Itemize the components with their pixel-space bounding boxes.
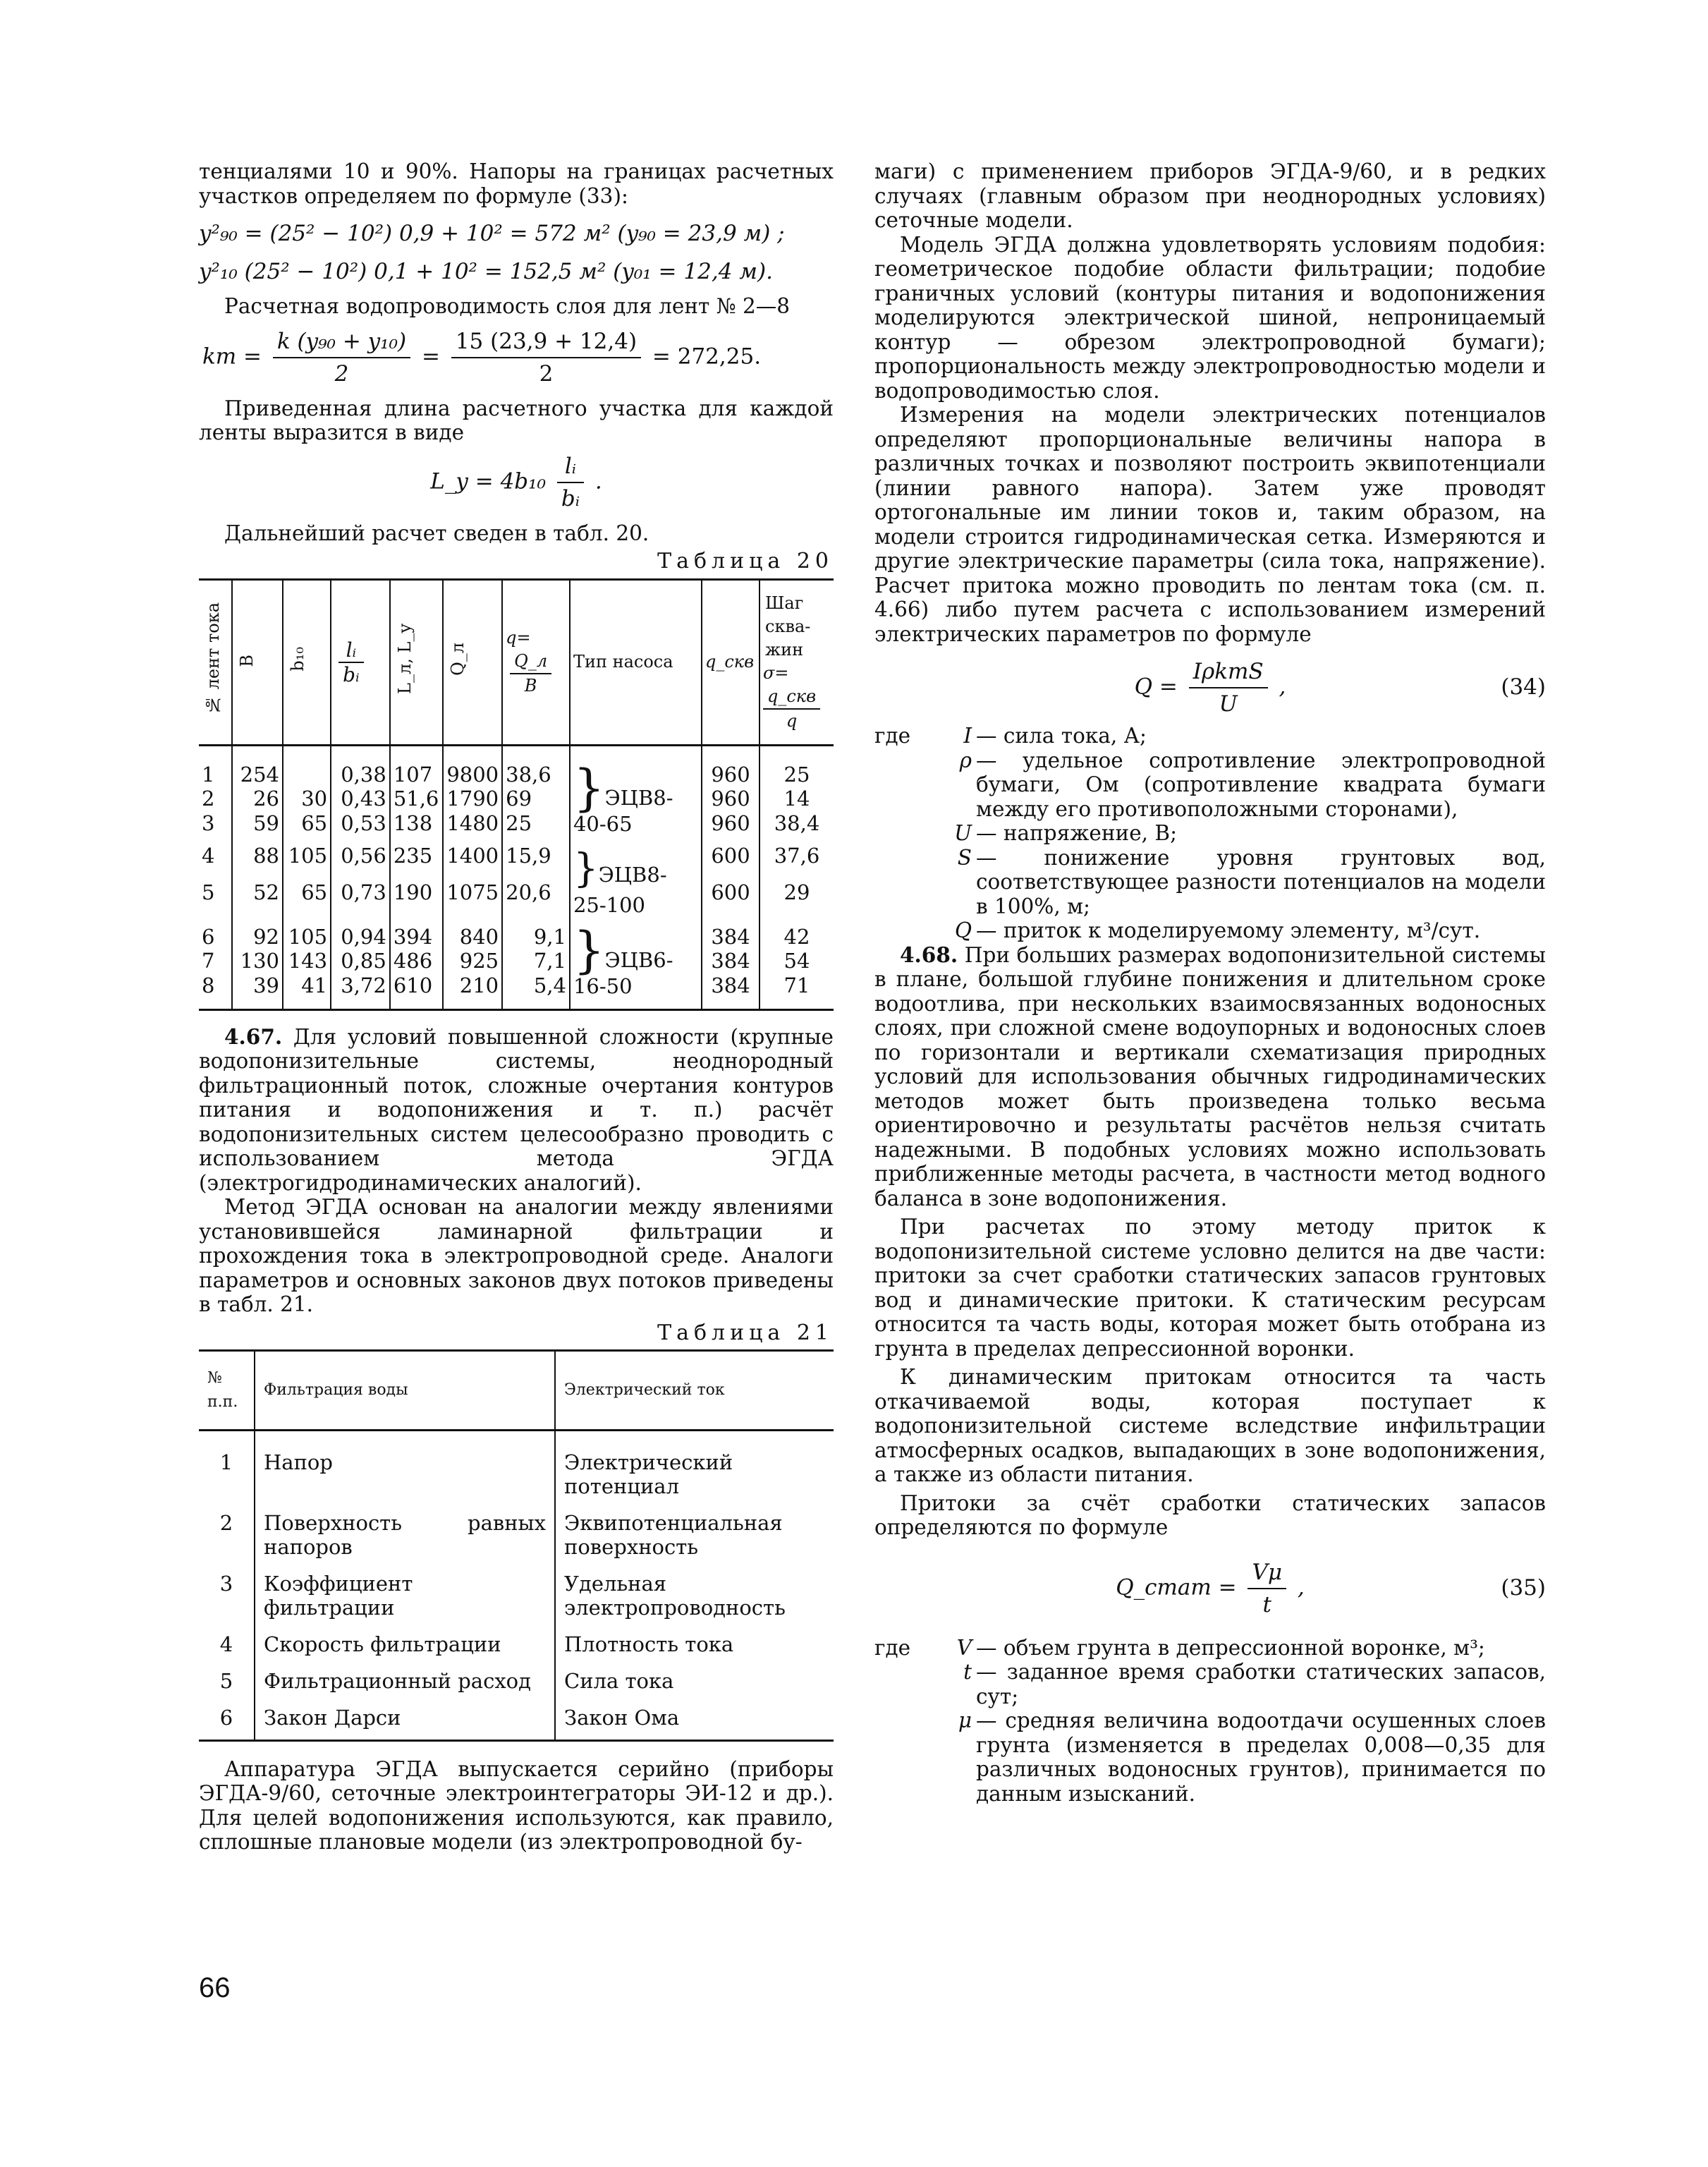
equation-35: Q_стат = $\frac{V\mu}{t}$ , (35)	[874, 1557, 1546, 1617]
table-row: 4 Скорость фильтрации Плотность тока	[199, 1629, 834, 1666]
table-header-row	[199, 579, 834, 745]
definitions-list-1: где I — сила тока, А; ρ — удельное сопротивление электропроводной бумаги, Ом (сопротивление квадрата бумаги между его противоположными сторонами), U — напряжение, В; S — понижение уровня грунтовых вод, соответствующее разности потенциалов на модели в 100%, м; Q — приток к моделируемому элементу, м³/сут.	[874, 724, 1546, 942]
table-row: 4 88 105 0,56 235 1400 15,9 }ЭЦВ8-25-100 600 37,6	[199, 844, 834, 881]
table-row: 3 Коэффициент фильтрации Удельная электропроводность	[199, 1569, 834, 1629]
ly-lhs: L_y = 4b₁₀	[430, 468, 547, 494]
paragraph: Притоки за счёт сработки статических запасов определяются по формуле	[874, 1491, 1546, 1539]
table-row: 2 26 30 0,43 51,6 1790 69 960 14	[199, 787, 834, 811]
col-header-pump: Тип насоса	[570, 579, 702, 745]
equation-34: Q = $\frac{\text{IρkmS}}{U}$ , (34)	[874, 656, 1546, 717]
pump-type: ЭЦВ8-40-65	[573, 786, 673, 836]
col-header-current: Электрический ток	[555, 1351, 834, 1431]
equation-number: (35)	[1501, 1574, 1546, 1601]
paragraph: Метод ЭГДА основан на аналогии между явлениями установившейся ламинарной фильтрации и прохождения тока в электропроводной среде. Аналоги параметров и основных законов двух потоков приведены в табл. 21.	[199, 1195, 834, 1316]
paragraph: Приведенная длина расчетного участка для каждой ленты выразится в виде	[199, 396, 834, 444]
definitions-list-2: где V — объем грунта в депрессионной воронке, м³; t — заданное время сработки статических запасов, сут; μ — средняя величина водоотдачи осушенных слоев грунта (изменяется в пределах 0,008—0,35 для различных водоносных грунтов), принимается по данным изысканий.	[874, 1635, 1546, 1806]
table-row: 3 59 65 0,53 138 1480 25 960 38,4	[199, 812, 834, 836]
formula-y10: y²₁₀ (25² − 10²) 0,1 + 10² = 152,5 м² (y₀₁ = 12,4 м).	[199, 259, 773, 284]
table-20	[199, 578, 834, 1011]
col-header-qq: q= $\frac{Q\_л}{B}$	[502, 579, 570, 745]
col-header-qskv: q_скв	[702, 579, 760, 745]
col-header-b: B	[237, 655, 257, 667]
col-header-lb: $\frac{\text{lᵢ}}{\text{bᵢ}}$	[338, 638, 364, 686]
table-20-caption: Таблица 20	[657, 549, 834, 573]
paragraph-4-68: 4.68. При больших размерах водопонизительной системы в плане, большой глубине понижения и длительном сроке водоотлива, при нескольких взаимосвязанных водоносных слоях, при сложной смене водоупорных и водоносных слоев по горизонтали и вертикали схематизация природных условий для использования обычных гидродинамических методов может быть произведена только весьма ориентировочно и результаты расчётов нельзя считать надежными. В подобных условиях можно использовать приближенные методы расчета, в частности метод водного баланса в зоне водопонижения.	[874, 942, 1546, 1210]
col-header-num: № п.п.	[207, 1369, 238, 1411]
paragraph: К динамическим притокам относится та часть откачиваемой воды, которая поступает к водопонизительной системе вследствие инфильтрации атмосферных осадков, выпадающих в зоне водопонижения, а также из области питания.	[874, 1365, 1546, 1486]
col-header-step: Шаг сква-жин σ= $\frac{\text{q\_скв}}{q}$	[760, 579, 834, 745]
paragraph: тенциалями 10 и 90%. Напоры на границах расчетных участков определяем по формуле (33):	[199, 159, 834, 208]
table-row: 6 92 105 0,94 394 840 9,1 }ЭЦВ6-16-50 384 42	[199, 925, 834, 949]
table-row: 5 Фильтрационный расход Сила тока	[199, 1666, 834, 1703]
col-header-water: Фильтрация воды	[255, 1351, 555, 1431]
paragraph: Измерения на модели электрических потенциалов определяют пропорциональные величины напора в различных точках и позволяют построить эквипотенциали (линии равного напора). Затем уже проводят ортогональные им линии токов и, таким образом, на модели строится гидродинамическая сетка. Измеряются и другие электрические параметры (сила тока, напряжение). Расчет притока можно проводить по лентам тока (см. п. 4.66) либо путем расчета с использованием измерений электрических параметров по формуле	[874, 403, 1546, 646]
col-header-b10: b₁₀	[287, 646, 307, 672]
paragraph: Модель ЭГДА должна удовлетворять условиям подобия: геометрическое подобие области фильтрации; подобие граничных условий (контуры питания и водопонижения моделируются электрической шиной, непроницаемый контур — обрезом электропроводной бумаги); пропорциональность между электропроводностью модели и водопроводимостью слоя.	[874, 232, 1546, 403]
paragraph-4-67: 4.67. Для условий повышенной сложности (крупные водопонизительные системы, неоднородный фильтрационный поток, сложные очертания контуров питания и водопонижения и т. п.) расчёт водопонизительных систем целесообразно проводить с использованием метода ЭГДА (электрогидродинамических аналогий).	[199, 1024, 834, 1195]
pump-type: ЭЦВ8-25-100	[573, 863, 667, 917]
paragraph: Аппаратура ЭГДА выпускается серийно (приборы ЭГДА-9/60, сеточные электроинтеграторы ЭИ-12 и др.). Для целей водопонижения используются, как правило, сплошные плановые модели (из электропроводной бу-	[199, 1756, 834, 1854]
paragraph: маги) с применением приборов ЭГДА-9/60, и в редких случаях (главным образом при неоднородных условиях) сеточные модели.	[874, 159, 1546, 232]
table-row: 6 Закон Дарси Закон Ома	[199, 1703, 834, 1741]
equals-sign: =	[421, 344, 440, 369]
table-row: 5 52 65 0,73 190 1075 20,6 600 29	[199, 881, 834, 918]
table-row: 7 130 143 0,85 486 925 7,1 384 54	[199, 949, 834, 973]
left-column	[199, 159, 834, 1855]
formula-y90: y²₉₀ = (25² − 10²) 0,9 + 10² = 572 м² (y₉₀ = 23,9 м) ;	[199, 221, 785, 246]
ly-fraction: $\frac{\text{lᵢ}}{\text{bᵢ}}$	[557, 451, 584, 514]
paragraph: При расчетах по этому методу приток к водопонизительной системе условно делится на две части: притоки за счет сработки статических запасов грунтовых вод и динамические притоки. К статическим ресурсам относится та часть воды, которая может быть отобрана из грунта в пределах депрессионной воронки.	[874, 1215, 1546, 1361]
table-row: 8 39 41 3,72 610 210 5,4 384 71	[199, 974, 834, 998]
page-number: 66	[199, 1972, 231, 2003]
col-header-tape: № лент тока	[203, 602, 223, 715]
km-result: = 272,25.	[652, 344, 762, 369]
paragraph: Расчетная водопроводимость слоя для лент № 2—8	[224, 294, 791, 318]
col-header-q: Q_л	[448, 642, 468, 676]
table-row: 1 Напор Электрический потенциал	[199, 1447, 834, 1508]
formula-ly	[199, 451, 834, 514]
table-header-row	[199, 1351, 834, 1431]
table-21-caption: Таблица 21	[657, 1320, 834, 1345]
km-lhs: km =	[202, 344, 262, 369]
km-fraction-2: $\frac{15 (23,9 + 12,4)}{2}$	[451, 326, 641, 389]
right-column	[874, 159, 1546, 1806]
formula-km	[202, 326, 834, 389]
table-row: 2 Поверхность равных напоров Эквипотенциальная поверхность	[199, 1508, 834, 1569]
km-fraction-1: $\frac{\text{k (y₉₀ + y₁₀)}}{2}$	[273, 326, 410, 389]
paragraph: Дальнейший расчет сведен в табл. 20.	[224, 521, 649, 545]
table-row: 1 254 0,38 107 9800 38,6 }ЭЦВ8-40-65 960 25	[199, 763, 834, 787]
table-21	[199, 1349, 834, 1742]
col-header-l: L_л, L_y	[394, 624, 415, 694]
pump-type: ЭЦВ6-16-50	[573, 948, 673, 998]
equation-number: (34)	[1501, 674, 1546, 700]
ly-end: .	[594, 468, 602, 494]
